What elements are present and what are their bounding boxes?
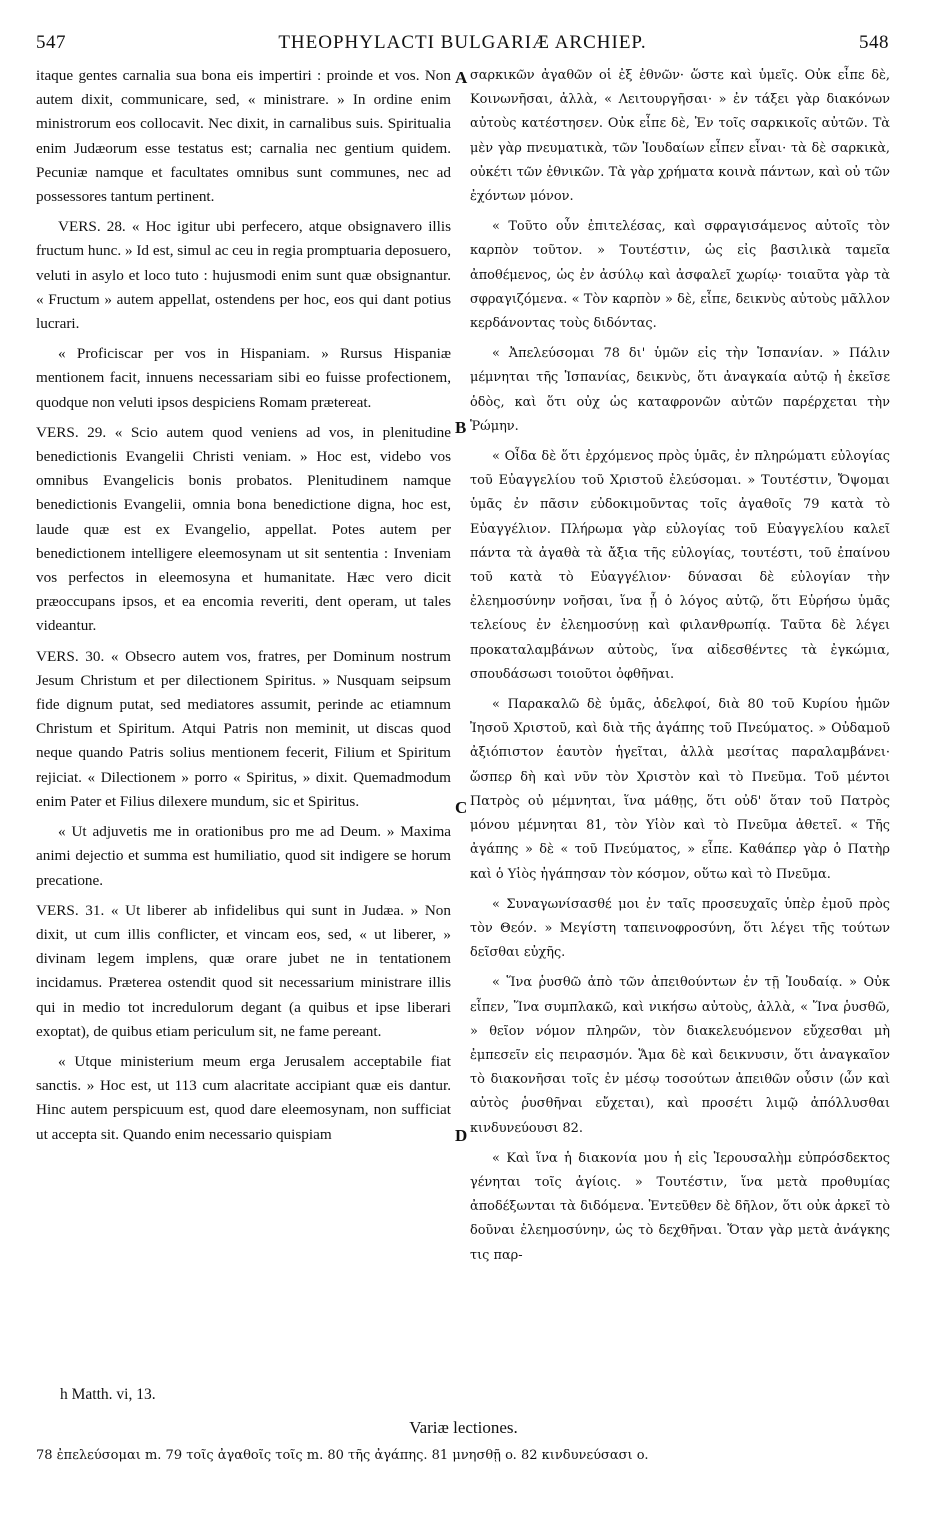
- greek-paragraph: σαρκικῶν ἀγαθῶν οἱ ἐξ ἐθνῶν· ὥστε καὶ ὑμεῖς. Οὐκ εἶπε δὲ, Κοινωνῆσαι, ἀλλὰ, « Λειτουργῆσαι· » ἐν τάξει γὰρ διακόνων αὐτοὺς κατέστησεν. Οὐκ εἶπε δὲ, Ἐν τοῖς σαρκικοῖς αὐτῶν. Τὰ μὲν γὰρ πνευματικὰ, τῶν Ἰουδαίων εἶπεν εἶναι· τὰ δὲ σαρκικὰ, οὐκέτι τῶν ἐθνικῶν. Τὰ γὰρ χρήματα κοινὰ πάντων, καὶ οὐ τῶν ἐχόντων μόνον.: [470, 68, 890, 205]
- latin-column: [36, 64, 451, 1153]
- left-page-number: 547: [36, 32, 66, 53]
- variant-readings: 78 ἐπελεύσομαι m. 79 τοῖς ἀγαθοῖς τοῖς m. 80 τῆς ἀγάπης. 81 μνησθῇ o. 82 κινδυνεύσασι o.: [36, 1448, 649, 1463]
- latin-paragraph: « Utque ministerium meum erga Jerusalem acceptabile fiat sanctis. » Hoc est, ut 113 cum alacritate accipiant quæ eis dantur. Hinc autem perspicuum est, quod dare eleemosynam, non sufficiat ut accepta sit. Quando enim necessario quispiam: [36, 1052, 451, 1143]
- margin-letter-d: D: [455, 1126, 468, 1145]
- latin-paragraph: VERS. 28. « Hoc igitur ubi perfecero, atque obsignavero illis fructum hunc. » Id est, simul ac ceu in regia promptuaria deposuero, veluti in asylo et loco tuto : hujusmodi enim sunt quæ obsignantur. « Fructum » autem appellat, ostendens per hoc, eos qui dant potius lucrari.: [36, 218, 451, 333]
- latin-paragraph: « Proficiscar per vos in Hispaniam. » Rursus Hispaniæ mentionem facit, innuens necessariam sibi eo fuisse profectionem, quodque non veluti ipsos despiciens Romam prætereat.: [36, 345, 451, 411]
- greek-paragraph: « Τοῦτο οὖν ἐπιτελέσας, καὶ σφραγισάμενος αὐτοῖς τὸν καρπὸν τοῦτον. » Τουτέστιν, ὡς εἰς βασιλικὰ ταμεῖα ἀποθέμενος, ὡς ἐν ἀσύλῳ καὶ ἀσφαλεῖ χωρίῳ· τοιαῦτα γὰρ τὰ σφραγιζόμενα. « Τὸν καρπὸν » δὲ, εἶπε, δεικνὺς αὐτοὺς μᾶλλον κερδάνοντας τοὺς διδόντας.: [470, 219, 890, 332]
- footnote: h Matth. vi, 13.: [60, 1386, 156, 1403]
- right-page-number: 548: [858, 32, 889, 53]
- latin-paragraph: « Ut adjuvetis me in orationibus pro me ad Deum. » Maxima animi dejectio et summa est humiliatio, quod sit indigere se horum precatione.: [36, 823, 451, 889]
- greek-paragraph: « Ἵνα ῥυσθῶ ἀπὸ τῶν ἀπειθούντων ἐν τῇ Ἰουδαίᾳ. » Οὐκ εἶπεν, Ἵνα συμπλακῶ, καὶ νικήσω αὐτοὺς, ἀλλὰ, « Ἵνα ῥυσθῶ, » θεῖον νόμον πληρῶν, τὸν διακελευόμενον εὔχεσθαι μὴ ἐμπεσεῖν εἰς πειρασμόν. Ἅμα δὲ καὶ δεικνυσιν, ὅτι ἀναγκαῖον τὸ διακονῆσαι τοῖς ἐν μέσῳ τοσούτων ἀπειθῶν οὖσιν (ὧν καὶ αὐτὸς ῥυσθῆναι εὔχεται), καὶ προσέτι λιμῷ ἀπόλλυσθαι κινδυνεύουσι 82.: [470, 975, 890, 1136]
- greek-paragraph: « Παρακαλῶ δὲ ὑμᾶς, ἀδελφοί, διὰ 80 τοῦ Κυρίου ἡμῶν Ἰησοῦ Χριστοῦ, καὶ διὰ τῆς ἀγάπης τοῦ Πνεύματος. » Οὐδαμοῦ ἀξιόπιστον ἑαυτὸν ἡγεῖται, ἀλλὰ μεσίτας παραλαμβάνει· ὥσπερ δὴ καὶ νῦν τὸν Χριστὸν καὶ τὸ Πνεῦμα. Τοῦ μέντοι Πατρὸς οὐ μέμνηται, ἵνα μάθῃς, ὅτι οὐδ' ὅταν τοῦ Πατρὸς μόνου μέμνηται 81, τὸν Υἱὸν καὶ τὸ Πνεῦμα ἀθετεῖ. « Τῆς ἀγάπης » δὲ « τοῦ Πνεύματος, » εἶπε. Καθάπερ γὰρ ὁ Πατὴρ καὶ ὁ Υἱὸς ἠγάπησαν τὸν κόσμον, οὕτω καὶ τὸ Πνεῦμα.: [470, 697, 890, 882]
- greek-paragraph: « Καὶ ἵνα ἡ διακονία μου ἡ εἰς Ἱερουσαλὴμ εὐπρόσδεκτος γένηται τοῖς ἁγίοις. » Τουτέστιν, ἵνα μετὰ προθυμίας ἀποδέξωνται τὰ διδόμενα. Ἐντεῦθεν δὲ δῆλον, ὅτι οὐκ ἀρκεῖ τὸ δοῦναι ἐλεημοσύνην, ὡς τὸ δεχθῆναι. Ὅταν γὰρ μετὰ ἀνάγκης τις παρ-: [470, 1150, 890, 1263]
- page-header: [36, 32, 889, 58]
- margin-letter-a: A: [455, 68, 468, 87]
- margin-letter-c: C: [455, 798, 468, 817]
- greek-paragraph: « Ἀπελεύσομαι 78 δι' ὑμῶν εἰς τὴν Ἱσπανίαν. » Πάλιν μέμνηται τῆς Ἱσπανίας, δεικνὺς, ὅτι ἀναγκαία αὐτῷ ἡ ἐκεῖσε ὁδὸς, καὶ ὅτι οὐχ ὡς καταφρονῶν αὐτῶν παρέρχεται τὴν Ῥώμην.: [470, 346, 890, 434]
- greek-paragraph: « Συναγωνίσασθέ μοι ἐν ταῖς προσευχαῖς ὑπὲρ ἐμοῦ πρὸς τὸν Θεόν. » Μεγίστη ταπεινοφροσύνη, ὅτι λέγει τῆς τούτων δεῖσθαι εὐχῆς.: [470, 896, 890, 961]
- running-title: THEOPHYLACTI BULGARIÆ ARCHIEP.: [278, 32, 647, 53]
- margin-letter-b: B: [455, 418, 467, 437]
- greek-paragraph: « Οἶδα δὲ ὅτι ἐρχόμενος πρὸς ὑμᾶς, ἐν πληρώματι εὐλογίας τοῦ Εὐαγγελίου τοῦ Χριστοῦ ἐλεύσομαι. » Τουτέστιν, Ὄψομαι ὑμᾶς ἐν πᾶσιν εὐδοκιμοῦντας τοῖς ἀγαθοῖς 79 κατὰ τὸ Εὐαγγέλιον. Πλήρωμα γὰρ εὐλογίας τοῦ Εὐαγγελίου καλεῖ πάντα τὰ ἀγαθὰ τὰ ἄξια τῆς εὐλογίας, τουτέστι, τοῦ ἐπαίνου τοῦ κατὰ τὸ Εὐαγγέλιον· δύνασαι δὲ εὐλογίαν τὴν ἐλεημοσύνην νοῆσαι, ἵνα ᾖ ὁ λόγος αὐτῷ, ὅτι Εὑρήσω ὑμᾶς τελείους ἐν ἐλεημοσύνῃ καὶ φιλανθρωπίᾳ. Ταῦτα δὲ λέγει προκαταλαμβάνων αὐτοὺς, ἵνα αἰδεσθέντες τὰ ἐγκώμια, σπουδάσωσι τοιοῦτοι ὀφθῆναι.: [470, 449, 890, 682]
- latin-paragraph: itaque gentes carnalia sua bona eis impertiri : proinde et vos. Non autem dixit, communicare, sed, « ministrare. » In ordine enim ministrorum eos collocavit. Nec dixit, in carnalibus suis. Spiritualia enim Judæorum esse testatus est; carnalia nec gentium quidem. Pecuniæ namque et facultates omnibus sunt communes, nec ad possessores tantum pertinent.: [36, 67, 451, 206]
- latin-paragraph: VERS. 29. « Scio autem quod veniens ad vos, in plenitudine benedictionis Evangelii Christi veniam. » Hoc est, videbo vos omnibus Evangelicis bonis probatos. Plenitudinem namque benedictionis Evangelii, omnia bona benedictione digna, hoc est, laude quæ est ex Evangelio, appellat. Potes autem per benedictionem intelligere eleemosynam ut sit sententia : Inveniam vos perfectos in eleemosyna et humanitate. Hæc vero dicit præoccupans ipsos, et ea encomia reveriti, dent operam, ut tales videantur.: [36, 423, 451, 635]
- latin-paragraph: VERS. 30. « Obsecro autem vos, fratres, per Dominum nostrum Jesum Christum et per dilectionem Spiritus. » Nusquam seipsum fide dignum putat, sed mediatores assumit, perinde ac etiamnum Christum et Spiritum. Atqui Patris non meminit, ut discas quod neque quando Patris solius mentionem fecerit, Filium et Spiritum rejiciat. « Dilectionem » porro « Spiritus, » dixit. Quemadmodum enim Pater et Filius dilexere mundum, sic et Spiritus.: [36, 647, 451, 810]
- variae-lectiones-heading: Variæ lectiones.: [409, 1418, 518, 1437]
- latin-paragraph: VERS. 31. « Ut liberer ab infidelibus qui sunt in Judæa. » Non dixit, ut cum illis conflicter, et vincam eos, sed, « ut liberer, » divinam legem implens, quæ orare jubet ne in tentationem incidamus. Præterea ostendit quod sit necessarium ministrare illis qui in medio tot incredulorum degant (a quibus et ipse liberari exoptat), de quibus etiam periculum sit, ne fame pereant.: [36, 901, 451, 1040]
- greek-column: [470, 64, 890, 1274]
